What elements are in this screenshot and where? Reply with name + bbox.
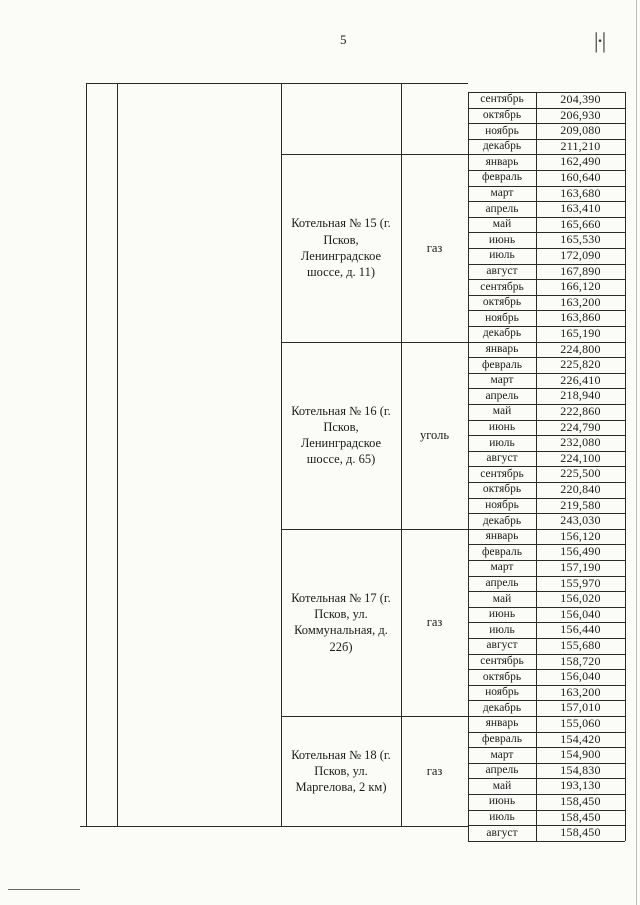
month-cell: август — [486, 639, 518, 652]
value-cell: 224,100 — [560, 450, 601, 465]
month-cell: апрель — [485, 576, 519, 589]
month-cell: июнь — [488, 420, 516, 433]
month-cell: июль — [489, 249, 515, 262]
month-cell: октябрь — [482, 296, 522, 309]
value-cell: 156,440 — [560, 622, 601, 637]
value-cell: 163,200 — [560, 684, 601, 699]
value-cell: 157,010 — [560, 700, 601, 715]
value-cell: 158,720 — [560, 653, 601, 668]
month-cell: апрель — [485, 764, 519, 777]
month-cell: ноябрь — [485, 124, 519, 137]
value-cell: 156,020 — [560, 591, 601, 606]
value-cell: 193,130 — [560, 778, 601, 793]
value-cell: 158,450 — [560, 794, 601, 808]
value-cell: 225,820 — [560, 357, 601, 372]
month-cell: июнь — [488, 608, 516, 621]
value-cell: 172,090 — [560, 248, 601, 262]
month-cell: ноябрь — [485, 686, 519, 699]
value-cell: 154,900 — [560, 747, 601, 762]
month-cell: март — [490, 374, 514, 387]
value-cell: 218,940 — [560, 388, 601, 403]
value-cell: 165,660 — [560, 216, 601, 231]
plant-name — [281, 83, 401, 154]
month-cell: июль — [489, 436, 515, 449]
fuel-type — [401, 83, 468, 154]
value-cell: 155,970 — [560, 575, 601, 590]
month-cell: март — [490, 748, 514, 761]
month-cell: ноябрь — [485, 311, 519, 324]
value-cell: 224,790 — [560, 419, 601, 434]
value-cell: 163,410 — [560, 201, 601, 216]
col-border — [625, 92, 626, 841]
month-cell: октябрь — [482, 483, 522, 496]
value-cell: 211,210 — [560, 138, 601, 153]
month-cell: март — [490, 561, 514, 574]
month-cell: сентябрь — [480, 467, 524, 480]
month-cell: январь — [485, 530, 519, 543]
value-cell: 154,420 — [560, 731, 601, 746]
plant-name: Котельная № 18 (г. Псков, ул. Маргелова, 2 км) — [291, 747, 391, 795]
month-cell: май — [492, 218, 512, 231]
month-cell: октябрь — [482, 108, 522, 121]
footnote-rule — [8, 889, 80, 890]
month-cell: октябрь — [482, 670, 522, 683]
plant-name: Котельная № 15 (г. Псков, Ленинградское шоссе, д. 11) — [291, 216, 391, 280]
month-cell: декабрь — [482, 514, 522, 527]
month-cell: март — [490, 186, 514, 199]
value-cell: 156,040 — [560, 606, 601, 621]
value-cell: 156,490 — [560, 544, 601, 559]
value-cell: 206,930 — [560, 107, 601, 122]
value-cell: 222,860 — [560, 404, 601, 418]
month-cell: декабрь — [482, 327, 522, 340]
month-cell: август — [486, 826, 518, 839]
value-cell: 156,040 — [560, 669, 601, 684]
col-border — [468, 92, 469, 841]
col-border — [536, 92, 537, 841]
fuel-type: уголь — [419, 428, 450, 443]
value-cell: 226,410 — [560, 372, 601, 387]
value-cell: 155,060 — [560, 716, 601, 730]
month-cell: февраль — [482, 732, 522, 745]
value-cell: 163,680 — [560, 185, 601, 200]
month-cell: апрель — [485, 202, 519, 215]
month-cell: июль — [489, 810, 515, 823]
value-cell: 157,190 — [560, 560, 601, 574]
value-cell: 225,500 — [560, 466, 601, 481]
col-border — [86, 83, 87, 826]
value-cell: 165,530 — [560, 232, 601, 247]
value-cell: 232,080 — [560, 435, 601, 450]
month-cell: сентябрь — [480, 93, 524, 106]
value-cell: 154,830 — [560, 762, 601, 777]
plant-name: Котельная № 16 (г. Псков, Ленинградское шоссе, д. 65) — [291, 403, 391, 467]
value-cell: 163,860 — [560, 310, 601, 325]
month-cell: май — [492, 592, 512, 605]
page-number: 5 — [340, 32, 347, 47]
fuel-type: газ — [426, 763, 443, 778]
fuel-type: газ — [426, 615, 443, 630]
month-cell: сентябрь — [480, 280, 524, 293]
month-cell: январь — [485, 717, 519, 730]
value-cell: 160,640 — [560, 170, 601, 184]
month-cell: май — [492, 779, 512, 792]
month-cell: август — [486, 264, 518, 277]
month-cell: январь — [485, 342, 519, 355]
month-cell: февраль — [482, 545, 522, 558]
value-cell: 243,030 — [560, 513, 601, 528]
value-cell: 209,080 — [560, 123, 601, 138]
col-border — [117, 83, 118, 826]
plant-name: Котельная № 17 (г. Псков, ул. Коммунальная, д. 22б) — [291, 590, 391, 654]
month-cell: июнь — [488, 795, 516, 808]
value-cell: 220,840 — [560, 482, 601, 496]
value-cell: 158,450 — [560, 825, 601, 840]
month-cell: апрель — [485, 389, 519, 402]
value-cell: 166,120 — [560, 279, 601, 294]
value-cell: 158,450 — [560, 809, 601, 824]
value-cell: 224,800 — [560, 341, 601, 356]
month-cell: декабрь — [482, 701, 522, 714]
month-cell: декабрь — [482, 140, 522, 153]
month-cell: июль — [489, 623, 515, 636]
value-cell: 162,490 — [560, 154, 601, 169]
table-bottom-border — [80, 826, 468, 827]
month-cell: февраль — [482, 171, 522, 184]
value-cell: 163,200 — [560, 294, 601, 309]
month-cell: сентябрь — [480, 654, 524, 667]
value-cell: 167,890 — [560, 263, 601, 278]
month-cell: май — [492, 405, 512, 418]
value-cell: 155,680 — [560, 638, 601, 652]
month-cell: август — [486, 452, 518, 465]
value-cell: 156,120 — [560, 528, 601, 543]
value-cell: 219,580 — [560, 497, 601, 512]
margin-mark: |·| — [594, 28, 605, 53]
value-cell: 165,190 — [560, 326, 601, 340]
value-cell: 204,390 — [560, 92, 601, 106]
month-cell: ноябрь — [485, 498, 519, 511]
fuel-type: газ — [426, 240, 443, 255]
month-cell: июнь — [488, 233, 516, 246]
month-cell: январь — [485, 155, 519, 168]
month-cell: февраль — [482, 358, 522, 371]
row-border — [468, 841, 625, 842]
